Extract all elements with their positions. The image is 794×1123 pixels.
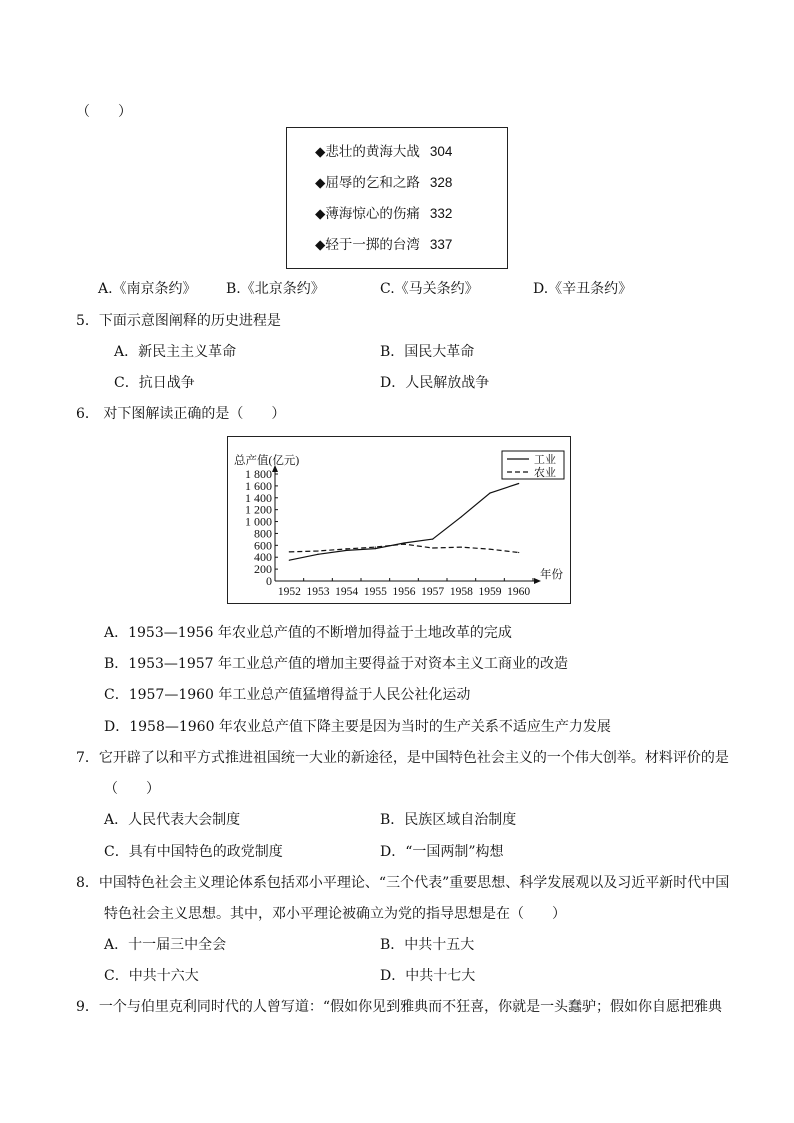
data-point bbox=[317, 550, 318, 551]
x-tick-label: 1958 bbox=[449, 586, 473, 598]
q8-option-c[interactable]: C．中共十六大 bbox=[104, 968, 199, 984]
toc-page: 304 bbox=[429, 144, 453, 159]
toc-item bbox=[315, 202, 452, 222]
x-tick-label: 1956 bbox=[392, 586, 416, 598]
y-tick-label: 800 bbox=[254, 526, 272, 541]
data-point bbox=[461, 516, 462, 517]
q5-stem: 5．下面示意图阐释的历史进程是 bbox=[76, 313, 281, 329]
data-point bbox=[432, 547, 433, 548]
y-tick-label: 1 600 bbox=[245, 478, 272, 493]
q8-option-d[interactable]: D．中共十七大 bbox=[380, 968, 476, 984]
y-tick-label: 1 200 bbox=[245, 502, 272, 517]
data-point bbox=[461, 547, 462, 548]
x-tick-label: 1960 bbox=[507, 586, 531, 598]
y-tick-label: 600 bbox=[254, 538, 272, 553]
y-tick-label: 0 bbox=[266, 574, 272, 588]
series-line-agriculture bbox=[289, 544, 518, 552]
data-point bbox=[518, 552, 519, 553]
q7-option-c[interactable]: C．具有中国特色的政党制度 bbox=[104, 844, 283, 860]
y-tick-label: 1 800 bbox=[245, 467, 272, 481]
q7-option-b[interactable]: B．民族区域自治制度 bbox=[380, 812, 517, 828]
y-axis-title: 总产值(亿元) bbox=[234, 455, 300, 467]
q9-stem: 9．一个与伯里克利同时代的人曾写道：“假如你见到雅典而不狂喜，你就是一头蠢驴；假如你自愿把雅典 bbox=[76, 999, 723, 1015]
data-point bbox=[375, 548, 376, 549]
x-tick-label: 1959 bbox=[478, 586, 502, 598]
data-point bbox=[346, 548, 347, 549]
q6-stem: 6． 对下图解读正确的是（ ） bbox=[76, 406, 286, 422]
output-chart bbox=[227, 436, 571, 604]
data-point bbox=[289, 551, 290, 552]
q5-option-a[interactable]: A．新民主主义革命 bbox=[114, 344, 237, 360]
toc-page: 337 bbox=[429, 237, 453, 252]
q4-bracket: （ ） bbox=[76, 104, 132, 120]
q5-option-b[interactable]: B．国民大革命 bbox=[380, 344, 475, 360]
q5-option-d[interactable]: D．人民解放战争 bbox=[380, 375, 490, 391]
q6-option-b[interactable]: B．1953—1957 年工业总产值的增加主要得益于对资本主义工商业的改造 bbox=[104, 656, 568, 672]
toc-title: ◆薄海惊心的伤痛 bbox=[315, 206, 420, 222]
legend-label: 工业 bbox=[534, 454, 556, 466]
x-tick-label: 1952 bbox=[277, 586, 301, 598]
q7-stem: 7．它开辟了以和平方式推进祖国统一大业的新途径，是中国特色社会主义的一个伟大创举。材料评价的是 bbox=[76, 750, 729, 766]
legend-label: 农业 bbox=[534, 467, 556, 479]
x-axis-title: 年份 bbox=[540, 569, 563, 581]
q4-option-b[interactable]: B.《北京条约》 bbox=[226, 281, 325, 297]
data-point bbox=[317, 554, 318, 555]
toc-item bbox=[315, 233, 452, 253]
q4-option-a[interactable]: A.《南京条约》 bbox=[98, 281, 197, 297]
q8-stem-line1: 8．中国特色社会主义理论体系包括邓小平理论、“三个代表”重要思想、科学发展观以及习近平新时代中国 bbox=[76, 875, 730, 891]
q7-option-d[interactable]: D．“一国两制”构想 bbox=[380, 844, 504, 860]
y-tick-label: 1 000 bbox=[245, 514, 272, 529]
y-tick-label: 200 bbox=[254, 562, 272, 577]
toc-item bbox=[315, 171, 452, 191]
toc-item bbox=[315, 140, 452, 160]
q4-option-c[interactable]: C.《马关条约》 bbox=[380, 281, 479, 297]
x-tick-label: 1955 bbox=[363, 586, 387, 598]
data-point bbox=[518, 483, 519, 484]
data-point bbox=[403, 544, 404, 545]
toc-title: ◆屈辱的乞和之路 bbox=[315, 175, 420, 191]
x-tick-label: 1954 bbox=[335, 586, 359, 598]
q6-option-c[interactable]: C．1957—1960 年工业总产值猛增得益于人民公社化运动 bbox=[104, 687, 471, 703]
data-point bbox=[289, 560, 290, 561]
data-point bbox=[489, 549, 490, 550]
y-tick-label: 400 bbox=[254, 550, 272, 565]
q5-option-c[interactable]: C．抗日战争 bbox=[114, 375, 195, 391]
q6-option-a[interactable]: A．1953—1956 年农业总产值的不断增加得益于土地改革的完成 bbox=[104, 625, 512, 641]
q7-bracket: （ ） bbox=[104, 781, 160, 797]
toc-title: ◆悲壮的黄海大战 bbox=[315, 144, 420, 160]
toc-box bbox=[286, 127, 508, 269]
q4-option-d[interactable]: D.《辛丑条约》 bbox=[533, 281, 633, 297]
q7-option-a[interactable]: A．人民代表大会制度 bbox=[104, 812, 241, 828]
data-point bbox=[346, 550, 347, 551]
q6-option-d[interactable]: D．1958—1960 年农业总产值下降主要是因为当时的生产关系不适应生产力发展 bbox=[104, 719, 611, 735]
q8-option-b[interactable]: B．中共十五大 bbox=[380, 937, 475, 953]
data-point bbox=[432, 538, 433, 539]
data-point bbox=[403, 542, 404, 543]
y-tick-label: 1 400 bbox=[245, 490, 272, 505]
q8-option-a[interactable]: A．十一届三中全会 bbox=[104, 937, 227, 953]
toc-page: 328 bbox=[429, 175, 453, 190]
toc-page: 332 bbox=[429, 206, 453, 221]
q8-stem-line2: 特色社会主义思想。其中，邓小平理论被确立为党的指导思想是在（ ） bbox=[104, 906, 566, 922]
x-tick-label: 1953 bbox=[306, 586, 330, 598]
chart-svg bbox=[228, 437, 572, 605]
toc-title: ◆轻于一掷的台湾 bbox=[315, 237, 420, 253]
x-tick-label: 1957 bbox=[421, 586, 445, 598]
data-point bbox=[489, 492, 490, 493]
data-point bbox=[375, 547, 376, 548]
